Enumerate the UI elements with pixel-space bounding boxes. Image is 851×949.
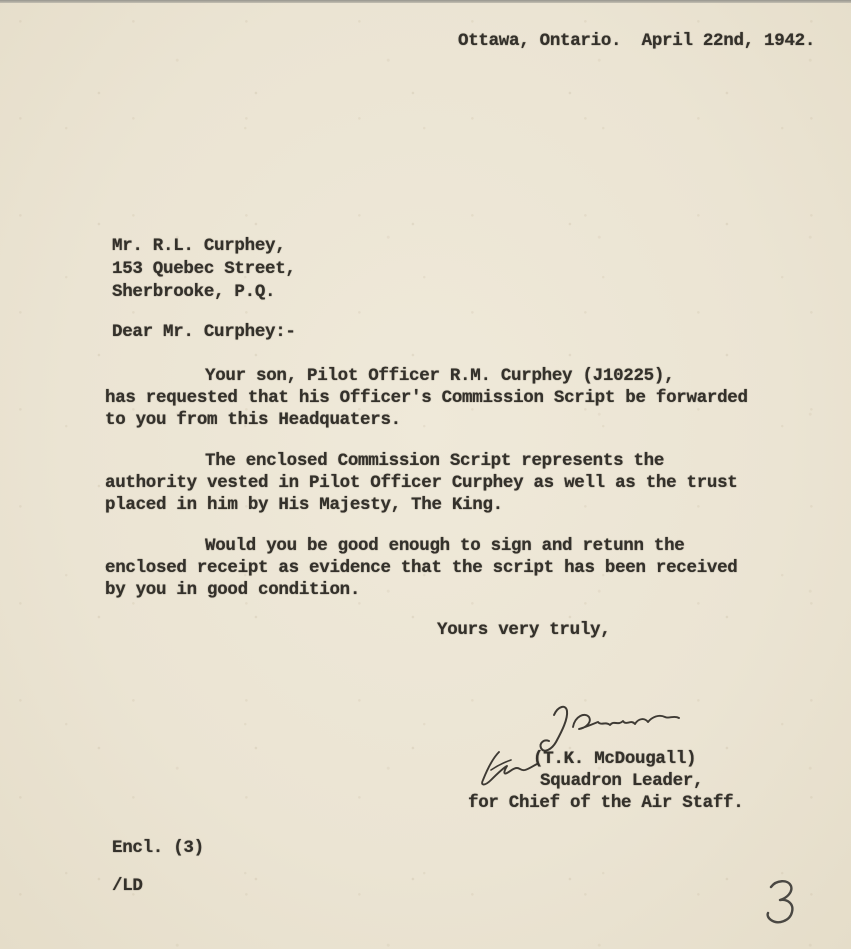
salutation: Dear Mr. Curphey:-	[112, 322, 296, 342]
dateline: Ottawa, Ontario. April 22nd, 1942.	[458, 31, 816, 51]
paragraph-2-line-2: authority vested in Pilot Officer Curphey as well as the trust	[105, 473, 738, 493]
handwritten-page-number	[763, 878, 799, 928]
for-scrawl-icon	[477, 744, 539, 788]
paragraph-1-line-2: has requested that his Officer's Commission Script be forwarded	[105, 388, 748, 408]
recipient-city: Sherbrooke, P.Q.	[112, 282, 276, 302]
paragraph-3-line-2: enclosed receipt as evidence that the script has been received	[105, 558, 738, 578]
signer-typed-name: (T.K. McDougall)	[533, 749, 697, 769]
paragraph-3-line-1: Would you be good enough to sign and retunn the	[205, 536, 685, 556]
paragraph-1-line-1: Your son, Pilot Officer R.M. Curphey (J10225),	[205, 366, 675, 386]
paragraph-2-line-3: placed in him by His Majesty, The King.	[105, 495, 503, 515]
typist-initials: /LD	[112, 876, 143, 896]
signer-title: Squadron Leader,	[540, 771, 704, 791]
recipient-street: 153 Quebec Street,	[112, 259, 296, 279]
handwritten-for	[477, 744, 539, 788]
enclosure-note: Encl. (3)	[112, 838, 204, 858]
paragraph-3-line-3: by you in good condition.	[105, 580, 361, 600]
closing: Yours very truly,	[437, 620, 611, 640]
paragraph-1-line-3: to you from this Headquaters.	[105, 410, 401, 430]
recipient-name: Mr. R.L. Curphey,	[112, 236, 286, 256]
signer-capacity: for Chief of the Air Staff.	[468, 793, 744, 813]
paragraph-2-line-1: The enclosed Commission Script represents the	[205, 451, 665, 471]
scan-edge	[0, 0, 851, 3]
page-number-icon	[763, 878, 799, 928]
